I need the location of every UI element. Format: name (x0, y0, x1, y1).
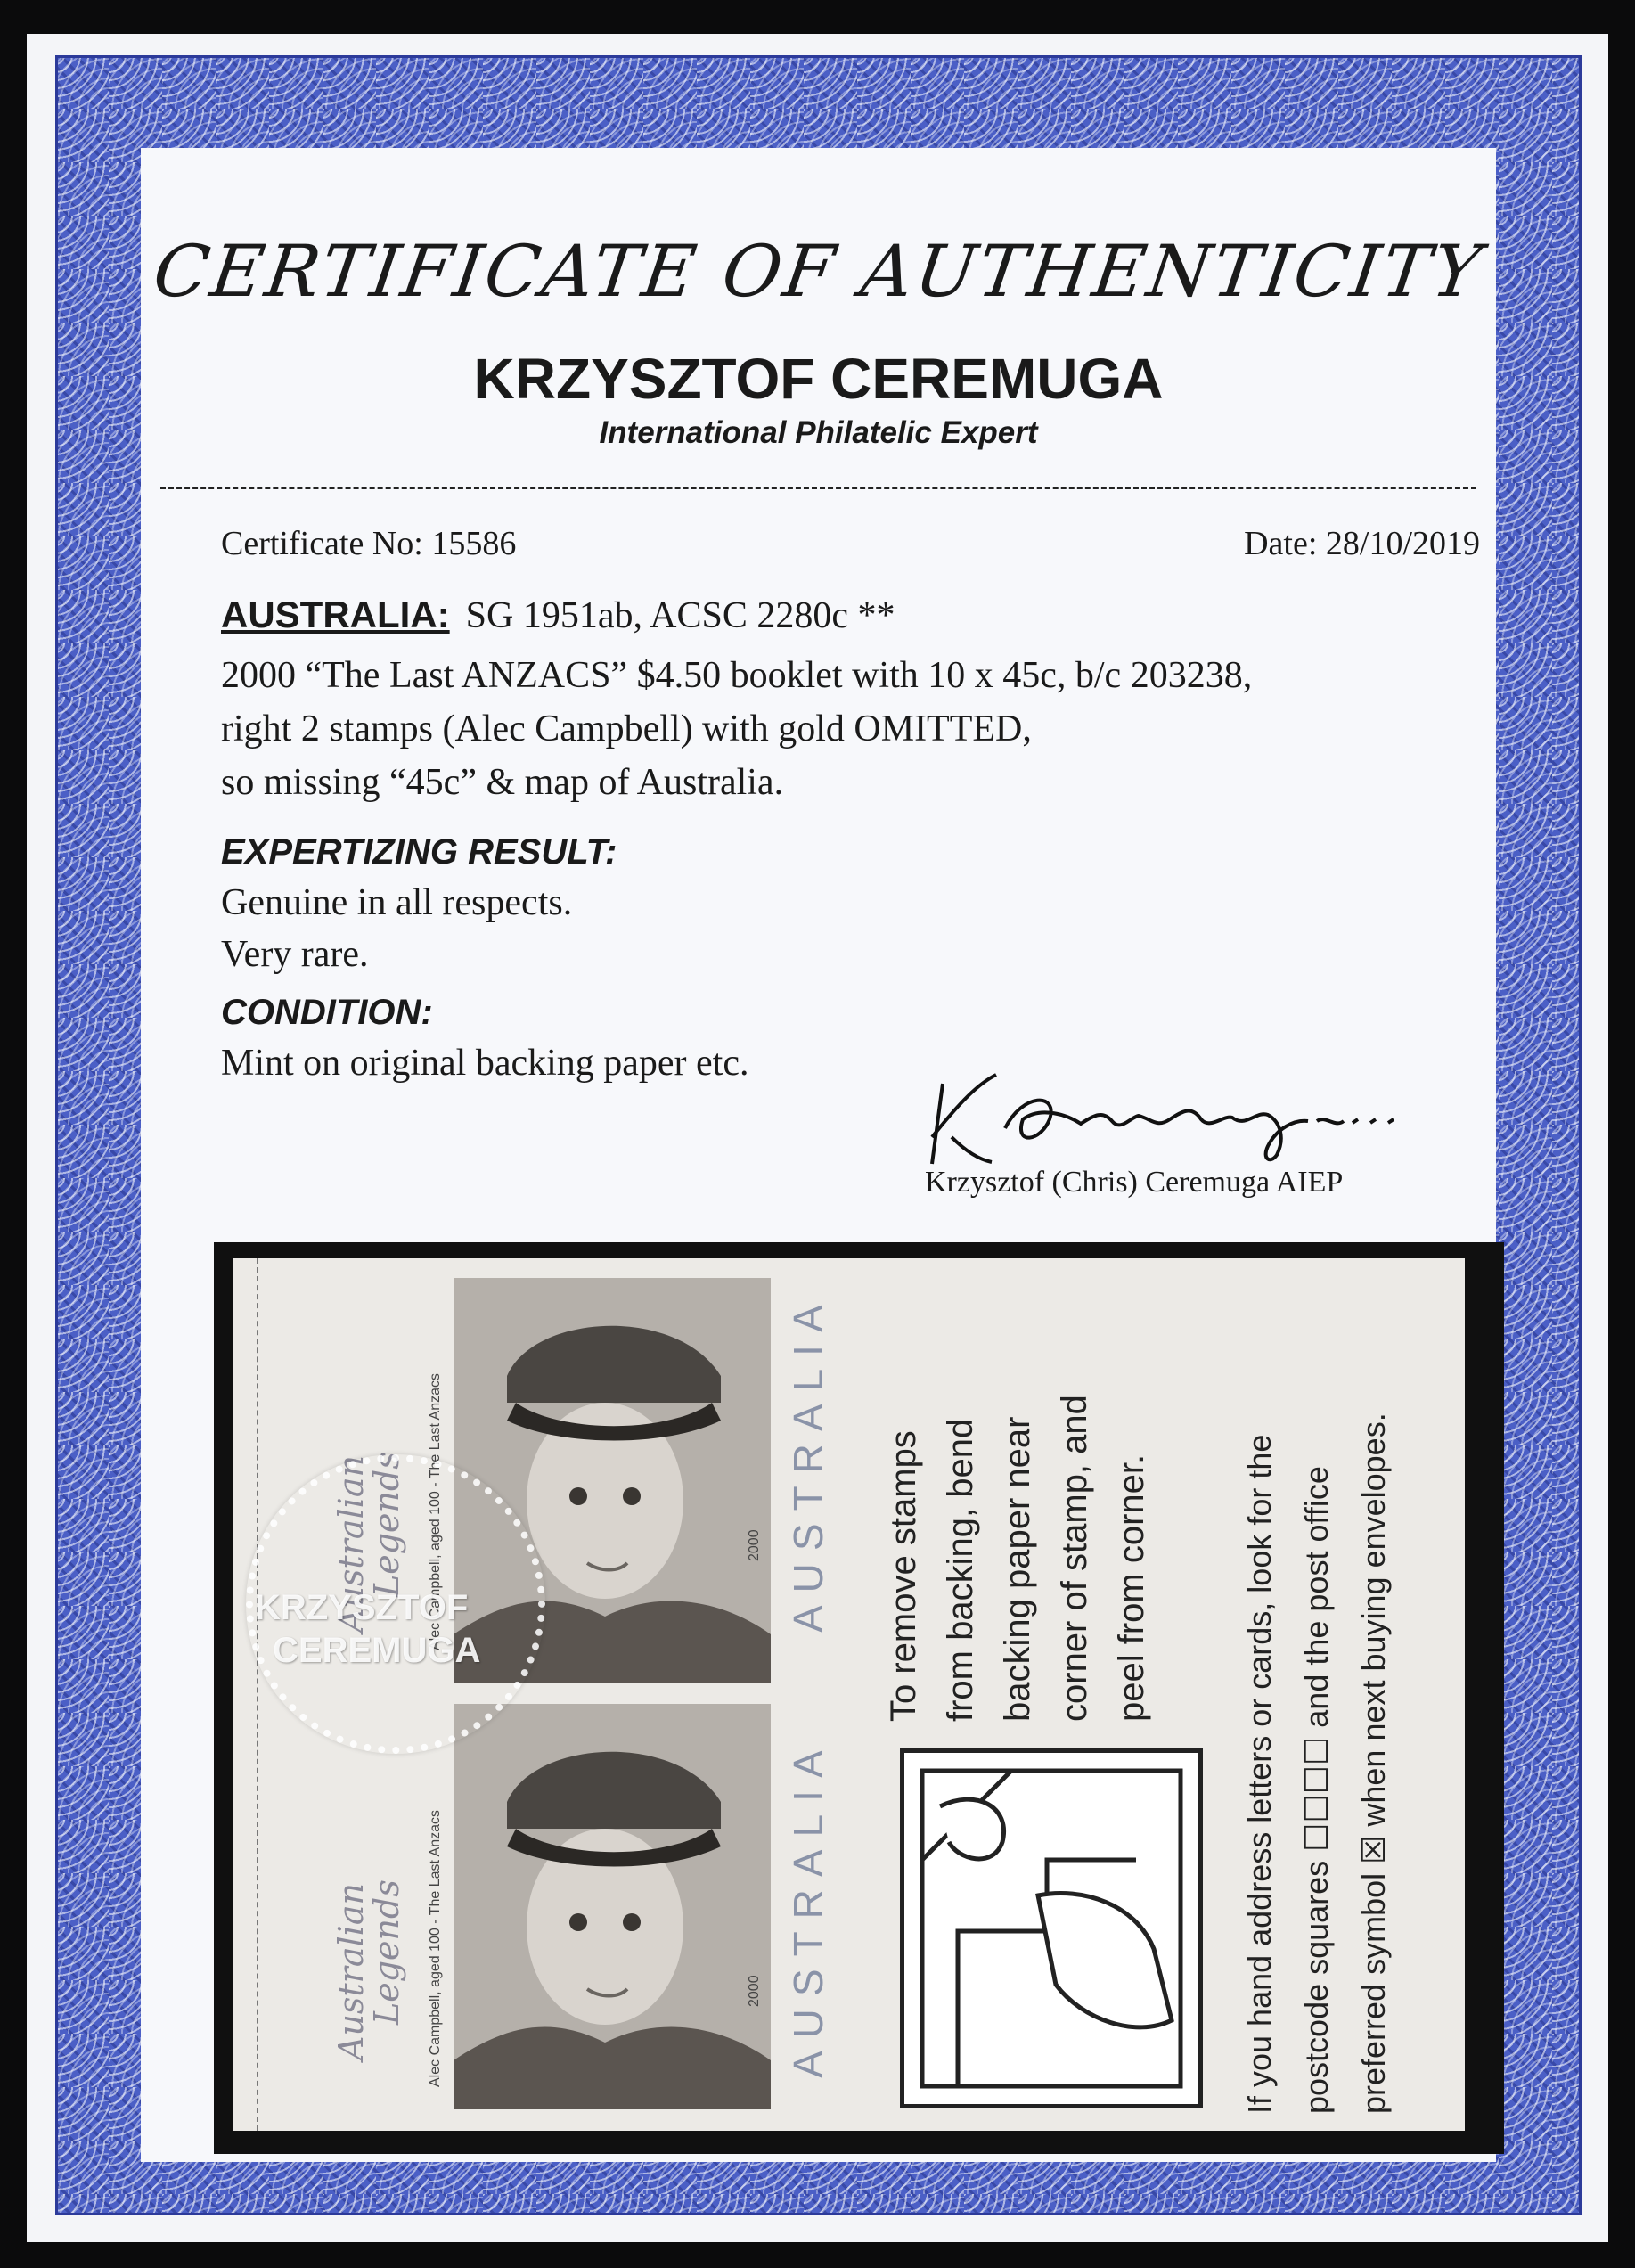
emboss-text: CEREMUGA (273, 1631, 481, 1670)
series-line: Australian (331, 1455, 371, 1633)
postcode-notes (1231, 1412, 1402, 2114)
description-line: so missing “45c” & map of Australia. (221, 762, 784, 803)
series-title-bottom-2 (367, 1879, 406, 2025)
booklet-pane (233, 1258, 1465, 2131)
certificate-sheet (27, 34, 1608, 2242)
instruction-line: from backing, bend (941, 1418, 980, 1722)
instruction-line: peel from corner. (1112, 1453, 1151, 1722)
instruction-line: To remove stamps (884, 1430, 923, 1722)
description-line: 2000 “The Last ANZACS” $4.50 booklet with 10 x 45c, b/c 203238, (221, 655, 1253, 696)
catalogue-reference: SG 1951ab, ACSC 2280c ** (465, 595, 895, 636)
certificate-title: CERTIFICATE OF AUTHENTICITY (148, 230, 1489, 313)
dashed-divider (160, 487, 1476, 489)
handwritten-signature (925, 1066, 1477, 1177)
country-line (221, 594, 895, 637)
series-line: Australian (331, 1883, 371, 2060)
condition-heading: CONDITION: (221, 993, 433, 1032)
instruction-line: backing paper near (998, 1416, 1037, 1722)
stamp-caption-bottom: Alec Campbell, aged 100 - The Last Anzacs (428, 1810, 443, 2087)
result-line: Genuine in all respects. (221, 882, 573, 923)
stamp-portrait-bottom (454, 1704, 771, 2109)
perforation-line (257, 1258, 258, 2131)
stamp-country-top: AUSTRALIA (785, 1292, 831, 1633)
certificate-body (141, 148, 1496, 2162)
description-line: right 2 stamps (Alec Campbell) with gold OMITTED, (221, 708, 1032, 749)
expert-name: KRZYSZTOF CEREMUGA (473, 347, 1164, 411)
emboss-text: KRZYSZTOF (255, 1588, 469, 1627)
certificate-date: Date: 28/10/2019 (1244, 525, 1480, 562)
postcode-line: postcode squares ☐☐☐☐ and the post office (1298, 1466, 1335, 2114)
result-line: Very rare. (221, 934, 369, 975)
postcode-line: preferred symbol ☒ when next buying envelopes. (1355, 1412, 1392, 2114)
series-line: Legends (367, 1879, 406, 2025)
certificate-number: Certificate No: 15586 (221, 525, 517, 562)
peel-diagram (900, 1748, 1203, 2108)
series-line: Legends (367, 1452, 406, 1597)
removal-instructions (875, 1395, 1160, 1722)
stamp-country-bottom: AUSTRALIA (785, 1738, 831, 2078)
stamp-year-top: 2000 (747, 1529, 762, 1561)
condition-line: Mint on original backing paper etc. (221, 1043, 749, 1084)
condition-text (221, 1037, 749, 1089)
item-description (221, 649, 1252, 809)
postcode-line: If you hand address letters or cards, look for the (1241, 1434, 1278, 2114)
expert-role: International Philatelic Expert (599, 415, 1038, 450)
stamp-year-bottom: 2000 (747, 1975, 762, 2007)
stamp-caption-top: Alec Campbell, aged 100 - The Last Anzacs (428, 1373, 443, 1650)
guilloche-border (55, 55, 1582, 2215)
country-label: AUSTRALIA: (221, 594, 450, 635)
signatory-name: Krzysztof (Chris) Ceremuga AIEP (925, 1166, 1344, 1199)
series-title-bottom (331, 1883, 371, 2060)
attached-stamp-photo (214, 1242, 1504, 2154)
result-text (221, 877, 572, 980)
result-heading: EXPERTIZING RESULT: (221, 832, 617, 872)
instruction-line: corner of stamp, and (1055, 1395, 1094, 1722)
